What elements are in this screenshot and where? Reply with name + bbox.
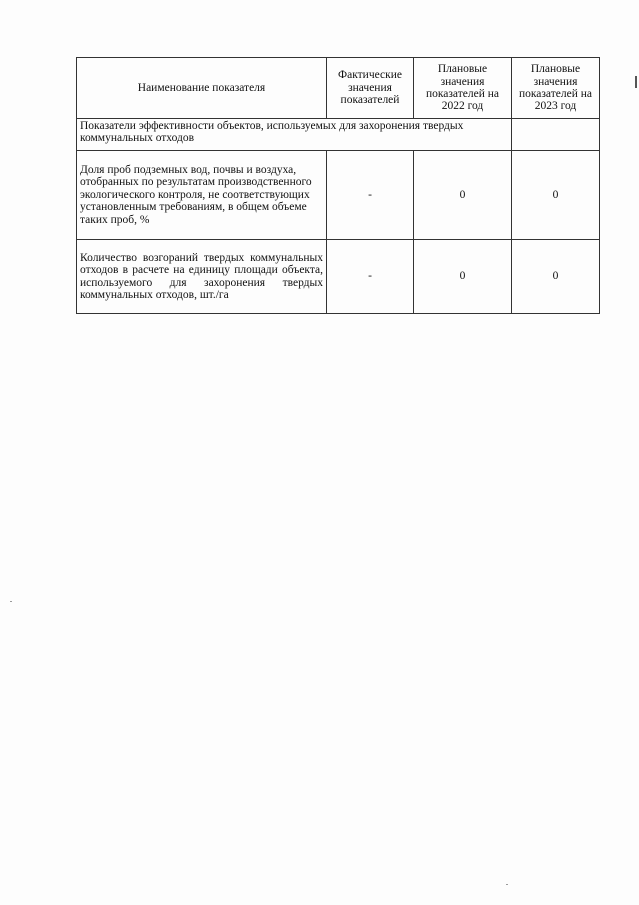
row-plan-2022-value: 0 (414, 240, 512, 314)
group-title-row (77, 119, 600, 151)
group-title-empty-cell (512, 119, 600, 151)
scan-speck (10, 601, 12, 602)
row-plan-2023-value: 0 (512, 151, 600, 240)
table-row (77, 151, 600, 240)
row-plan-2023-value: 0 (512, 240, 600, 314)
header-plan-2022: Плановые значения показателей на 2022 год (414, 58, 512, 119)
row-indicator-name: Количество возгораний твердых коммунальных отходов в расчете на единицу площади объекта, используемого для захоронения твердых коммунальных отходов, шт./га (77, 240, 327, 314)
header-indicator-name: Наименование показателя (77, 58, 327, 119)
scan-edge-mark (635, 76, 637, 88)
row-actual-value: - (327, 151, 414, 240)
header-actual-values: Фактические значения показателей (327, 58, 414, 119)
table-row (77, 240, 600, 314)
row-plan-2022-value: 0 (414, 151, 512, 240)
scan-speck (506, 884, 508, 885)
table-header-row (77, 58, 600, 119)
group-title: Показатели эффективности объектов, используемых для захоронения твердых коммунальных отходов (77, 119, 512, 151)
indicators-table (76, 57, 600, 314)
header-plan-2023: Плановые значения показателей на 2023 год (512, 58, 600, 119)
row-actual-value: - (327, 240, 414, 314)
row-indicator-name: Доля проб подземных вод, почвы и воздуха, отобранных по результатам производственного экологического контроля, не соответствующих установленным требованиям, в общем объеме таких проб, % (77, 151, 327, 240)
